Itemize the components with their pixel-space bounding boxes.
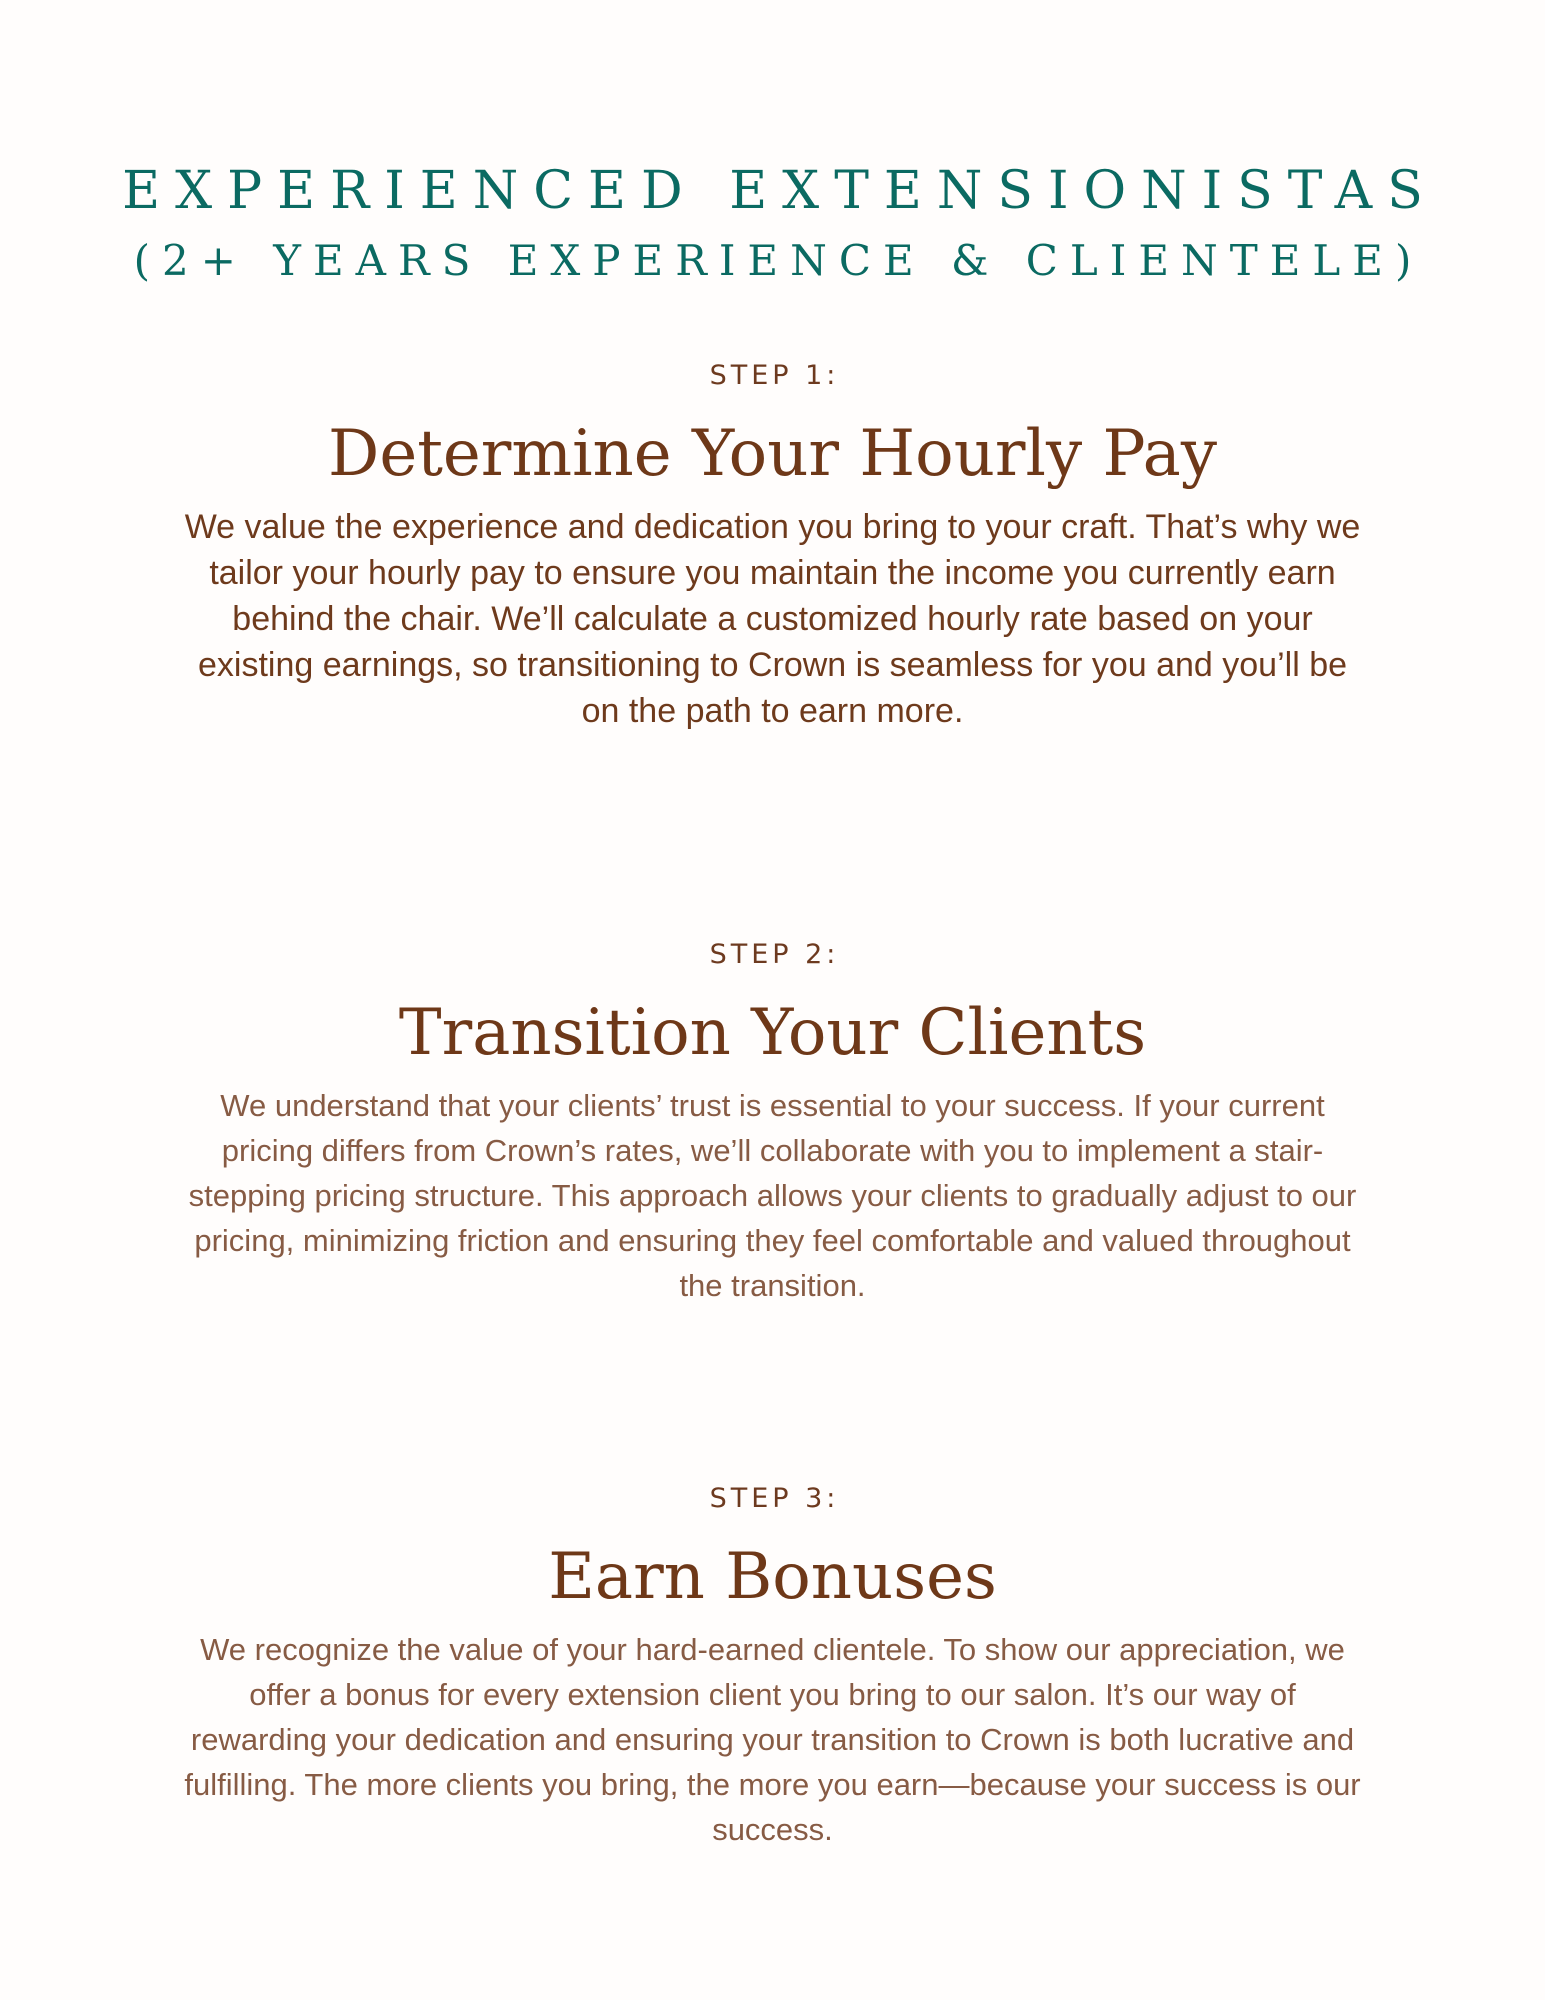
step-2-body: We understand that your clients’ trust is essential to your success. If your current pricing differs from Crown’s rates, we’ll collaborate with you to implement a stair-stepping pricing structure. This approach allows your clients to gradually adjust to our pricing, minimizing friction and ensuring they feel comfortable and valued throughout the transition. <box>188 1088 1357 1303</box>
step-1-body: We value the experience and dedication you bring to your craft. That’s why we tailor your hourly pay to ensure you maintain the income you currently earn behind the chair. We’ll calculate a customized hourly rate based on your existing earnings, so transitioning to Crown is seamless for you and you’ll be on the path to earn more. <box>184 508 1361 730</box>
step-3-label: STEP 3: <box>709 1483 840 1514</box>
step-1-label: STEP 1: <box>709 360 840 391</box>
step-2-heading: Transition Your Clients <box>398 996 1147 1070</box>
step-3-heading: Earn Bonuses <box>548 1540 997 1614</box>
step-3-body: We recognize the value of your hard-earned clientele. To show our appreciation, we offer a bonus for every extension client you bring to our salon. It’s our way of rewarding your dedication and ensuring your transition to Crown is both lucrative and fulfilling. The more clients you bring, the more you earn—because your success is our success. <box>184 1632 1361 1847</box>
page-subtitle: (2+ YEARS EXPERIENCE & CLIENTELE) <box>133 236 1424 285</box>
page-title: EXPERIENCED EXTENSIONISTAS <box>122 161 1438 221</box>
step-1-heading: Determine Your Hourly Pay <box>328 417 1217 491</box>
step-2-label: STEP 2: <box>709 939 840 970</box>
step-3-section <box>0 1481 1545 1852</box>
step-1-section <box>0 358 1545 734</box>
step-2-section <box>0 937 1545 1308</box>
